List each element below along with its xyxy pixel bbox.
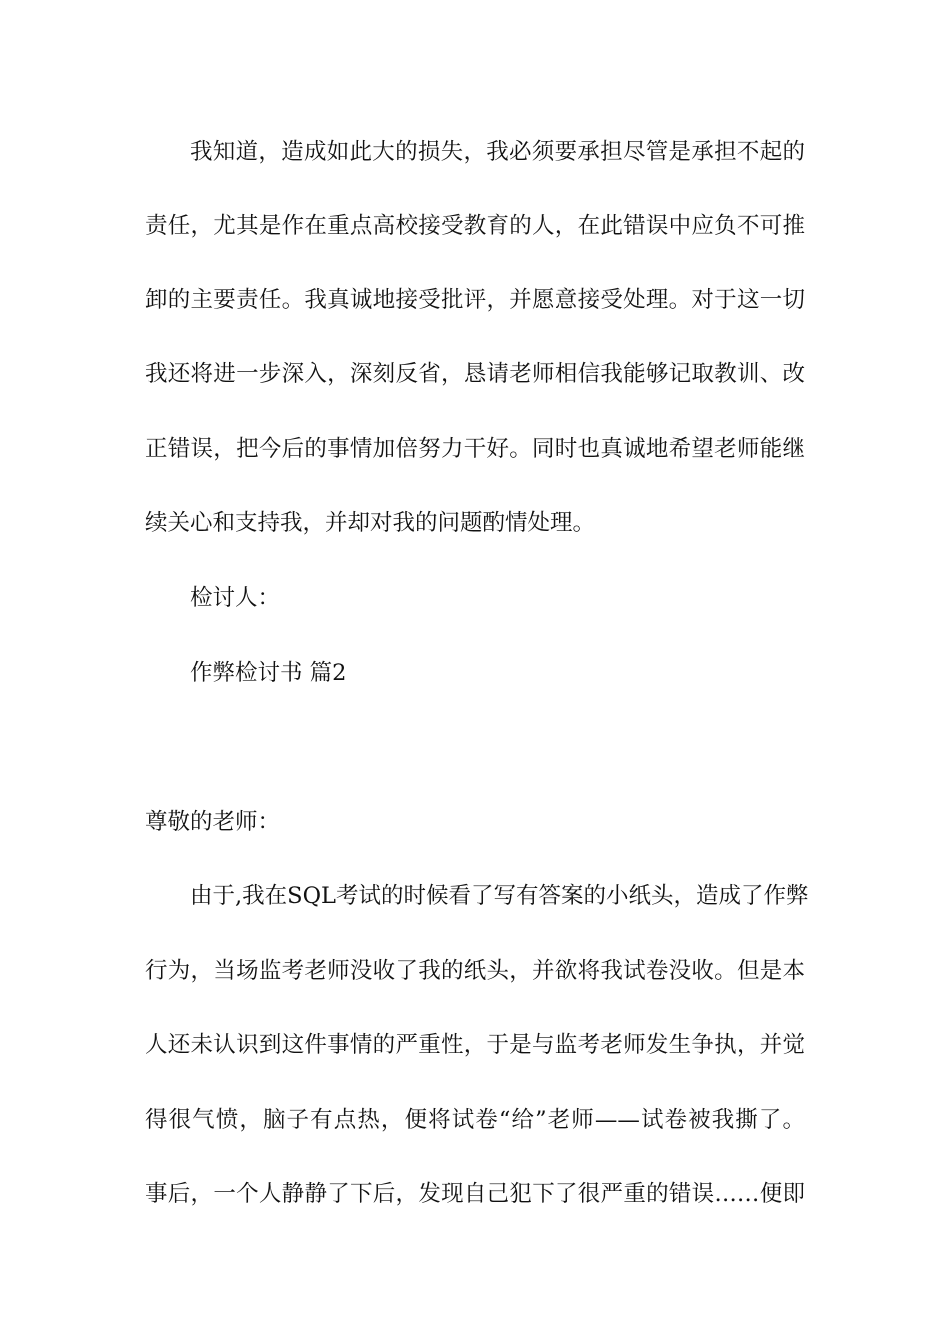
section-title: 作弊检讨书 篇2 [190, 660, 347, 686]
paragraph1-line-1: 我知道，造成如此大的损失，我必须要承担尽管是承担不起的 [190, 139, 805, 165]
paragraph2-line-4: 得很气愤，脑子有点热，便将试卷“给”老师——试卷被我撕了。 [145, 1107, 805, 1133]
paragraph1-line-5: 正错误，把今后的事情加倍努力干好。同时也真诚地希望老师能继 [145, 436, 805, 462]
paragraph2-line-3: 人还未认识到这件事情的严重性，于是与监考老师发生争执，并觉 [145, 1032, 805, 1058]
paragraph1-line-3: 卸的主要责任。我真诚地接受批评，并愿意接受处理。对于这一切 [145, 287, 805, 313]
paragraph2-line-5: 事后，一个人静静了下后，发现自己犯下了很严重的错误……便即 [145, 1181, 805, 1207]
paragraph2-line-1: 由于,我在SQL考试的时候看了写有答案的小纸头，造成了作弊 [190, 883, 809, 909]
paragraph1-line-2: 责任，尤其是作在重点高校接受教育的人，在此错误中应负不可推 [145, 213, 805, 239]
paragraph1-line-6: 续关心和支持我，并却对我的问题酌情处理。 [145, 510, 596, 536]
signature-label: 检讨人： [190, 585, 281, 611]
paragraph1-line-4: 我还将进一步深入，深刻反省，恳请老师相信我能够记取教训、改 [145, 361, 805, 387]
salutation: 尊敬的老师： [145, 809, 281, 835]
paragraph2-line-2: 行为，当场监考老师没收了我的纸头，并欲将我试卷没收。但是本 [145, 958, 805, 984]
